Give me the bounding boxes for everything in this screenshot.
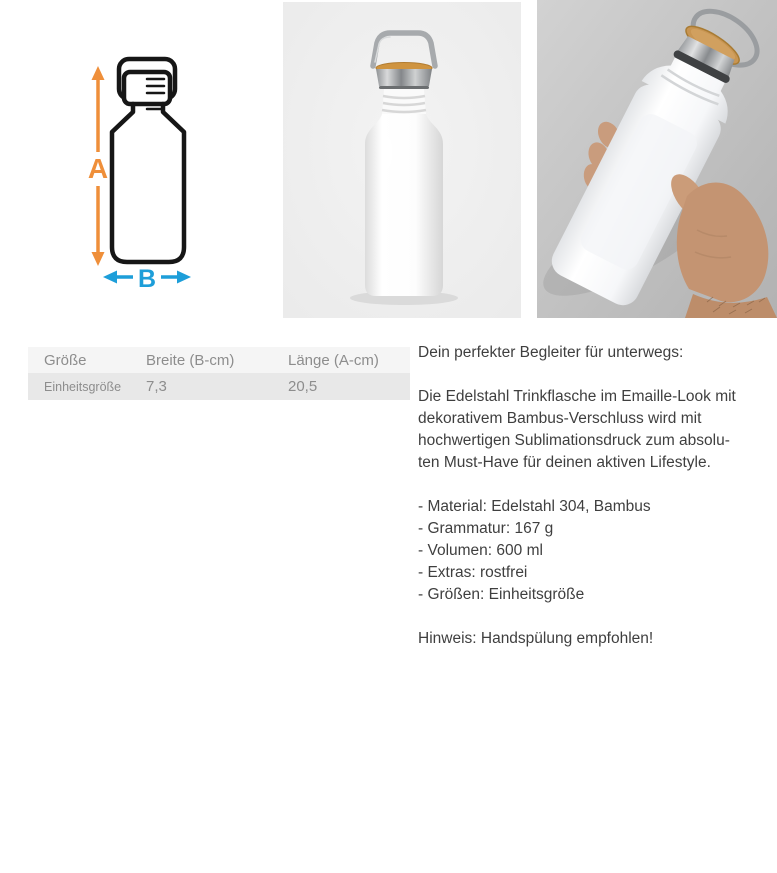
description-line: dekorativem Bambus-Verschluss wird mit [418, 410, 702, 427]
dimension-a-label: A [87, 153, 109, 184]
description-line: Die Edelstahl Trinkflasche im Emaille-Look mit [418, 388, 736, 405]
description-intro: Dein perfekter Begleiter für unterwegs: [418, 344, 684, 361]
cap-band-outline [124, 72, 170, 104]
description-line [418, 474, 770, 496]
column-header-length: Länge (A-cm) [288, 351, 379, 369]
size-value: Einheitsgröße [44, 379, 122, 394]
bottle-outline-icon [0, 0, 283, 320]
width-value: 7,3 [146, 378, 167, 395]
dimension-b-label: B [137, 265, 157, 293]
product-photo-hand[interactable] [537, 0, 777, 318]
description-line: ten Must-Have für deinen aktiven Lifestyle. [418, 454, 711, 471]
length-value: 20,5 [288, 378, 318, 395]
size-table-header [28, 347, 410, 373]
care-note: Hinweis: Handspülung empfohlen! [418, 630, 654, 647]
column-header-width: Breite (B-cm) [146, 351, 235, 369]
spec-volume: - Volumen: 600 ml [418, 542, 543, 559]
product-photo-studio[interactable] [283, 2, 521, 318]
steel-collar [376, 69, 432, 86]
spec-extras: - Extras: rostfrei [418, 564, 528, 581]
hand-bottle-photo-icon [537, 0, 777, 318]
spec-material: - Material: Edelstahl 304, Bambus [418, 498, 651, 515]
size-diagram [0, 0, 283, 320]
product-description [418, 342, 770, 650]
description-line [418, 606, 770, 628]
bottle-photo-icon [283, 2, 521, 318]
spec-sizes: - Größen: Einheitsgröße [418, 586, 585, 603]
description-line: hochwertigen Sublimationsdruck zum absolu- [418, 432, 730, 449]
bottle-body-outline [112, 104, 184, 262]
size-table [28, 347, 410, 400]
table-row [28, 373, 410, 400]
bottle-body [365, 114, 443, 296]
spec-weight: - Grammatur: 167 g [418, 520, 554, 537]
description-line [418, 364, 770, 386]
column-header-size: Größe [44, 351, 87, 369]
